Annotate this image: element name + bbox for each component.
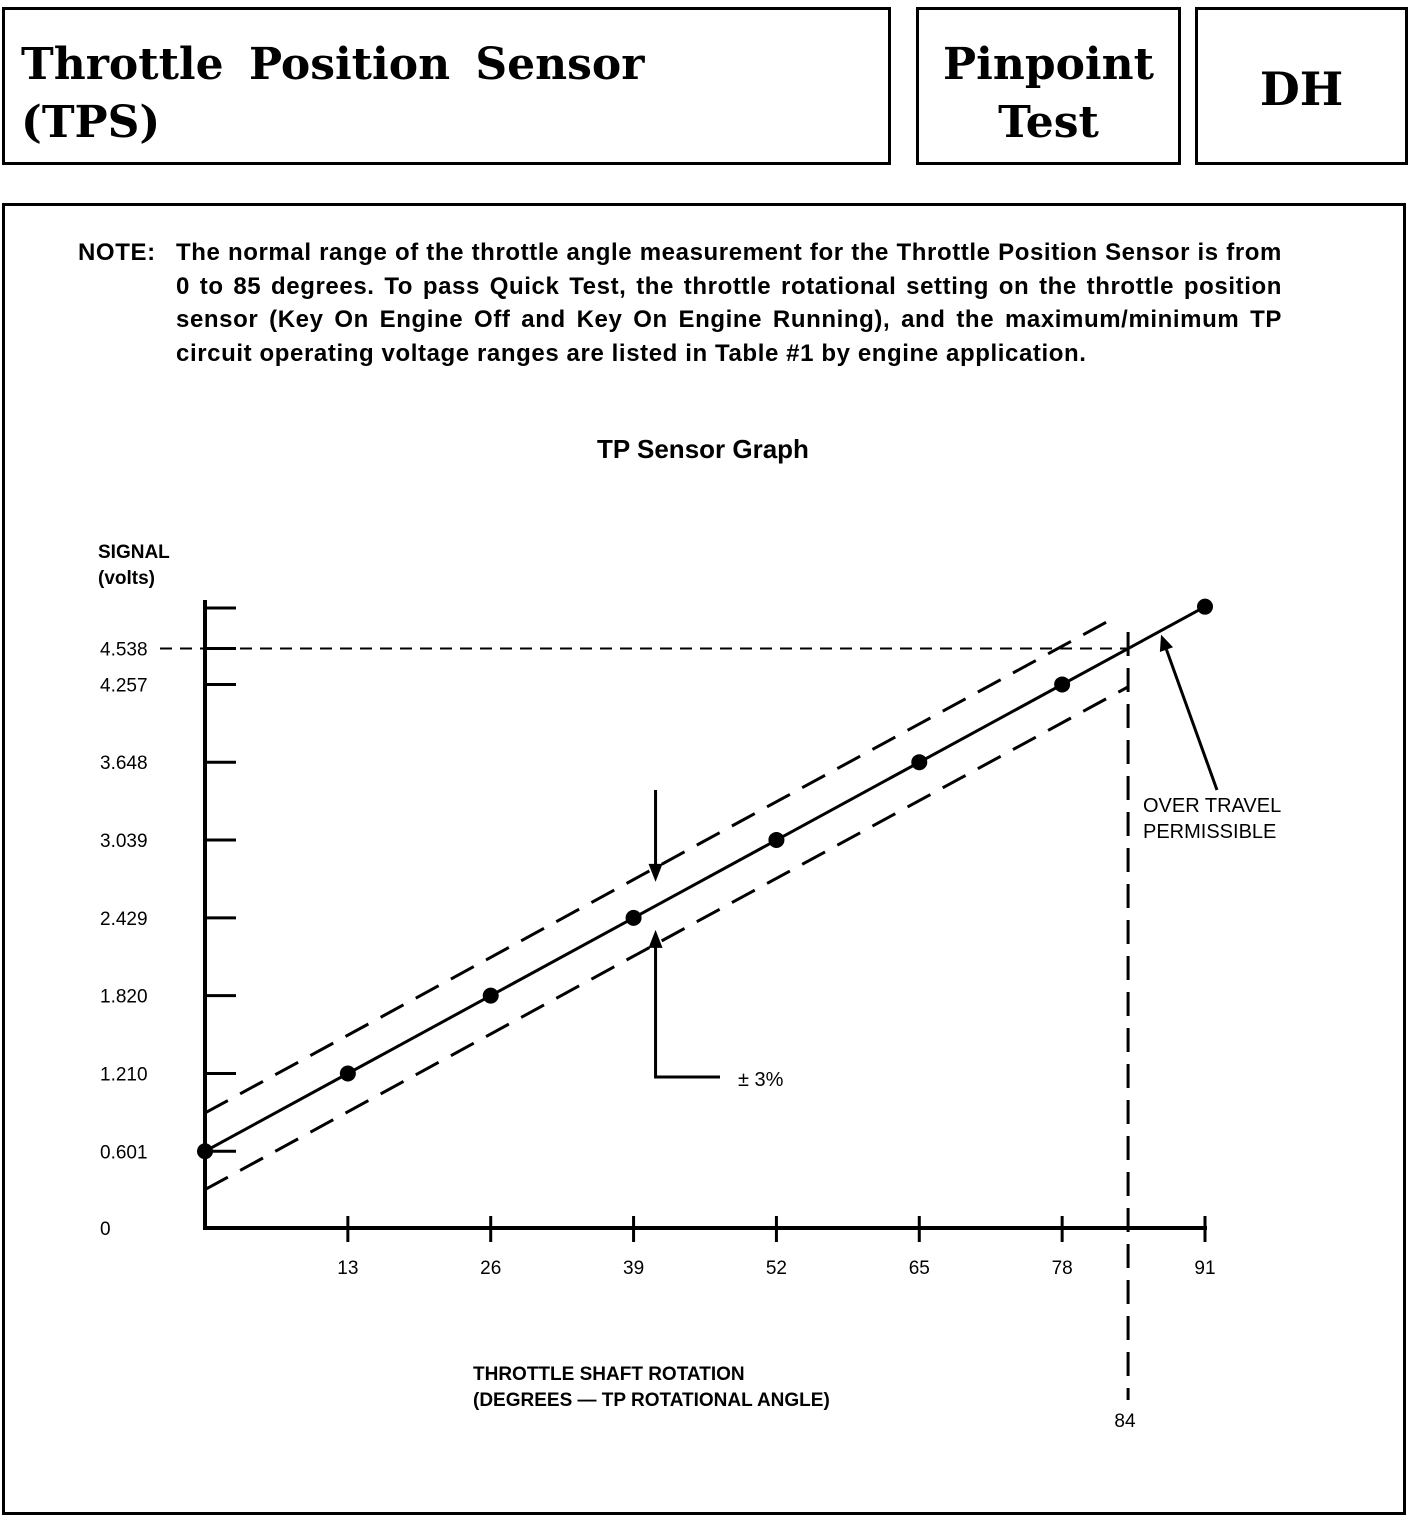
over-travel-arrow-head	[1160, 635, 1173, 652]
y-tick-label: 0.601	[100, 1142, 148, 1164]
data-point	[483, 988, 499, 1004]
data-point	[1197, 599, 1213, 615]
over-travel-arrow-shaft	[1166, 650, 1217, 790]
tolerance-label: ± 3%	[738, 1069, 784, 1091]
chart-title: TP Sensor Graph	[597, 434, 809, 464]
y-tick-label: 4.538	[100, 639, 148, 661]
section-type-line1: Pinpoint	[943, 39, 1154, 90]
tolerance-arrow-up-head	[649, 930, 663, 948]
page-title-line1: Throttle Position Sensor	[21, 39, 645, 90]
y-tick-label: 1.820	[100, 986, 148, 1008]
y-tick-label: 0	[100, 1219, 111, 1240]
y-tick-label: 4.257	[100, 675, 148, 697]
tolerance-lower-line	[205, 687, 1128, 1190]
tolerance-arrow-up-shaft	[656, 944, 720, 1077]
y-tick-label: 1.210	[100, 1064, 148, 1086]
over-travel-label-line1: OVER TRAVEL	[1143, 795, 1282, 817]
x-axis-label-line2: (DEGREES — TP ROTATIONAL ANGLE)	[473, 1390, 830, 1411]
section-type-line2: Test	[998, 97, 1099, 148]
x-tick-label: 65	[908, 1258, 930, 1279]
data-point	[1054, 676, 1070, 692]
data-point	[340, 1066, 356, 1082]
data-point	[626, 910, 642, 926]
x-tick-label: 26	[480, 1258, 502, 1279]
over-travel-label-line2: PERMISSIBLE	[1143, 821, 1277, 843]
data-point	[768, 832, 784, 848]
x-tick-label: 52	[765, 1258, 787, 1279]
tolerance-arrow-down-head	[649, 864, 663, 882]
y-tick-label: 3.648	[100, 753, 148, 775]
x-tick-label: 39	[623, 1258, 645, 1279]
x-tick-label: 13	[337, 1258, 359, 1279]
test-code: DH	[1259, 62, 1344, 116]
note-text: The normal range of the throttle angle measurement for the Throttle Position Sensor is from 0 to 85 degrees. To pass Quick Test, the throttle rotational setting on the throttle position sensor (Key On Engine Off and Key On Engine Running), and the maximum/minimum TP circuit operating voltage ranges are listed in Table #1 by engine application.	[176, 239, 1282, 367]
note-label: NOTE:	[78, 239, 156, 266]
page-title-line2: (TPS)	[21, 97, 161, 148]
y-tick-label: 2.429	[100, 908, 148, 930]
x-axis-label-line1: THROTTLE SHAFT ROTATION	[473, 1364, 745, 1385]
x-tick-label: 78	[1051, 1258, 1073, 1279]
series-line	[205, 607, 1205, 1152]
y-axis-label-line1: SIGNAL	[98, 542, 170, 563]
x-tick-label: 91	[1194, 1258, 1216, 1279]
y-axis-label-line2: (volts)	[98, 568, 155, 589]
data-point	[911, 754, 927, 770]
y-tick-label: 3.039	[100, 830, 148, 852]
reference-x-label: 84	[1114, 1411, 1136, 1432]
plot-area	[100, 599, 1217, 1400]
data-point	[197, 1143, 213, 1159]
